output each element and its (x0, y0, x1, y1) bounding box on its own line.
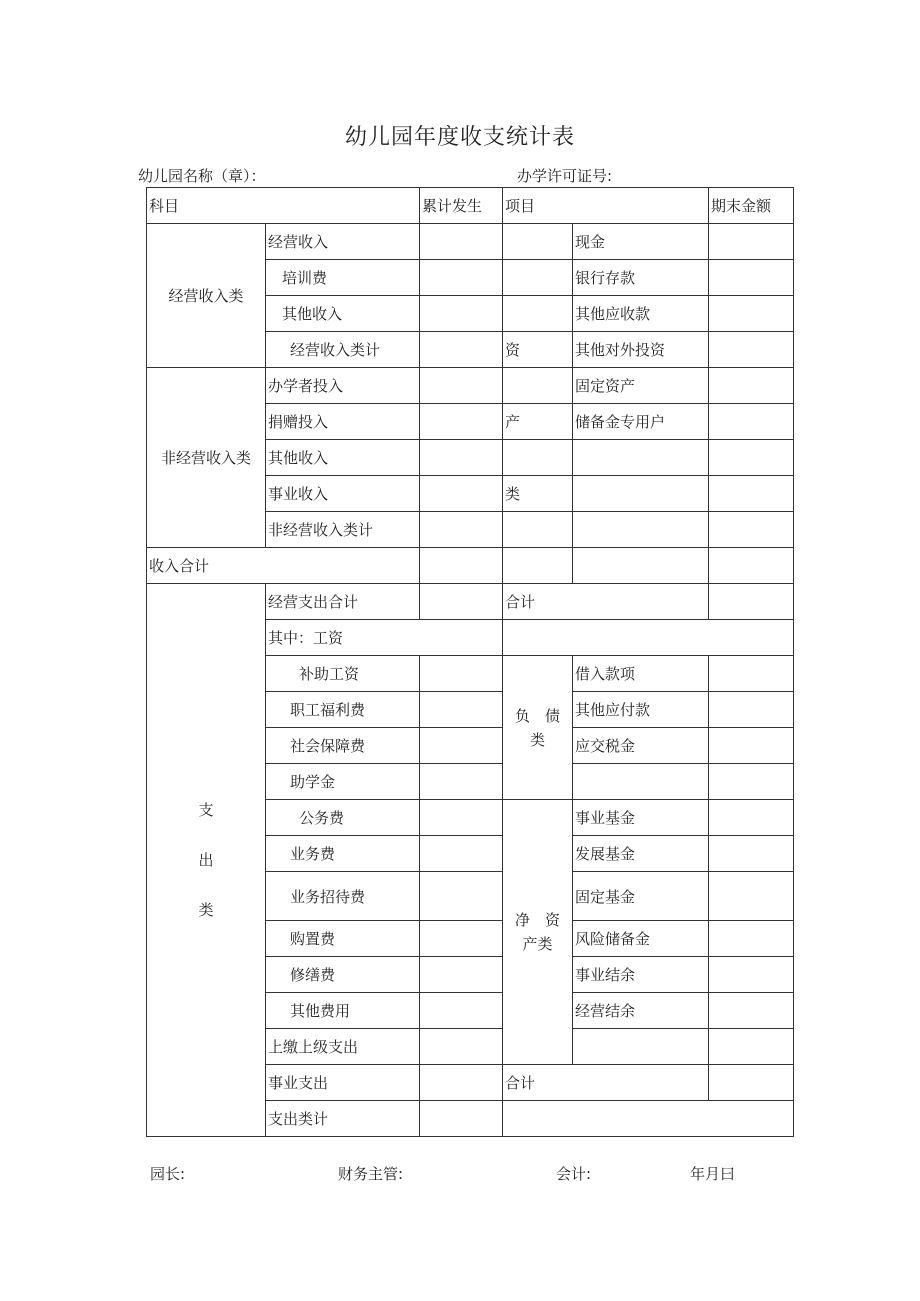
ending-amount-cell[interactable] (709, 404, 794, 440)
salary-label: 其中：工资 (266, 620, 503, 656)
asset-group-char: 类 (503, 476, 573, 512)
other-income-label: 其他收入 (266, 296, 420, 332)
business-expense-label: 业务费 (266, 836, 420, 872)
table-row (147, 584, 794, 620)
asset-total-label: 合计 (503, 584, 709, 620)
ending-amount-cell[interactable] (709, 368, 794, 404)
cumulative-cell[interactable] (420, 993, 503, 1029)
date-label: 年月曰 (690, 1165, 736, 1183)
non-operating-income-category: 非经营收入类 (147, 368, 266, 548)
cumulative-cell[interactable] (420, 764, 503, 800)
expense-char: 类 (198, 901, 214, 919)
item-cell (573, 512, 709, 548)
operating-income-label: 经营收入 (266, 224, 420, 260)
asset-group-char: 资 (503, 332, 573, 368)
subject-header: 科目 (147, 188, 420, 224)
liabilities-group-line: 类 (530, 730, 546, 749)
tax-payable-label: 应交税金 (573, 728, 709, 764)
operating-surplus-label: 经营结余 (573, 993, 709, 1029)
risk-reserve-label: 风险储备金 (573, 921, 709, 957)
career-expense-label: 事业支出 (266, 1065, 420, 1101)
expense-char: 出 (198, 851, 214, 869)
ending-amount-cell[interactable] (709, 1065, 794, 1101)
cumulative-cell[interactable] (420, 512, 503, 548)
cumulative-cell[interactable] (420, 656, 503, 692)
expense-subtotal-label: 支出类计 (266, 1101, 420, 1137)
social-security-label: 社会保障费 (266, 728, 420, 764)
non-operating-other-income-label: 其他收入 (266, 440, 420, 476)
blank-cell (503, 1101, 794, 1137)
income-total-label: 收入合计 (147, 548, 420, 584)
welfare-label: 职工福利费 (266, 692, 420, 728)
cumulative-cell[interactable] (420, 728, 503, 764)
cumulative-cell[interactable] (420, 224, 503, 260)
cumulative-cell[interactable] (420, 872, 503, 921)
cumulative-cell[interactable] (420, 476, 503, 512)
career-fund-label: 事业基金 (573, 800, 709, 836)
ending-amount-cell[interactable] (709, 332, 794, 368)
cash-label: 现金 (573, 224, 709, 260)
net-assets-group-line: 净 资 (515, 911, 561, 929)
donation-label: 捐赠投入 (266, 404, 420, 440)
ending-amount-cell[interactable] (709, 836, 794, 872)
cumulative-cell[interactable] (420, 1029, 503, 1065)
scholarship-label: 助学金 (266, 764, 420, 800)
asset-group-cell (503, 260, 573, 296)
other-receivable-label: 其他应收款 (573, 296, 709, 332)
repair-expense-label: 修缮费 (266, 957, 420, 993)
cumulative-header: 累计发生 (420, 188, 503, 224)
other-payable-label: 其他应付款 (573, 692, 709, 728)
other-expense-label: 其他费用 (266, 993, 420, 1029)
ending-amount-cell[interactable] (709, 440, 794, 476)
ending-amount-cell[interactable] (709, 548, 794, 584)
cumulative-cell[interactable] (420, 368, 503, 404)
liabilities-group-line: 负 债 (515, 706, 561, 725)
net-assets-group (503, 800, 573, 1065)
kindergarten-name-label: 幼儿园名称（章）： (138, 167, 266, 185)
business-income-label: 事业收入 (266, 476, 420, 512)
office-expense-label: 公务费 (266, 800, 420, 836)
finance-head-signature-label: 财务主管: (338, 1165, 404, 1183)
asset-group-cell (503, 368, 573, 404)
ending-amount-cell[interactable] (709, 800, 794, 836)
expense-category (147, 584, 266, 1137)
table-row (147, 368, 794, 404)
ending-amount-cell[interactable] (709, 296, 794, 332)
ending-amount-cell[interactable] (709, 584, 794, 620)
cumulative-cell[interactable] (420, 692, 503, 728)
net-assets-group-line: 产类 (522, 935, 553, 953)
item-cell (573, 476, 709, 512)
item-cell (573, 764, 709, 800)
fixed-assets-label: 固定资产 (573, 368, 709, 404)
page-title: 幼儿园年度收支统计表 (344, 125, 575, 150)
asset-group-cell (503, 548, 573, 584)
ending-amount-cell[interactable] (709, 512, 794, 548)
table-header-row (147, 188, 794, 224)
purchase-expense-label: 购置费 (266, 921, 420, 957)
cumulative-cell[interactable] (420, 836, 503, 872)
ending-amount-cell[interactable] (709, 764, 794, 800)
table-row (147, 548, 794, 584)
development-fund-label: 发展基金 (573, 836, 709, 872)
table-row (147, 224, 794, 260)
ending-amount-cell[interactable] (709, 921, 794, 957)
ending-amount-cell[interactable] (709, 260, 794, 296)
item-header: 项目 (503, 188, 709, 224)
non-operating-subtotal-label: 非经营收入类计 (266, 512, 420, 548)
cumulative-cell[interactable] (420, 800, 503, 836)
cumulative-cell[interactable] (420, 584, 503, 620)
operating-subtotal-label: 经营收入类计 (266, 332, 420, 368)
cumulative-cell[interactable] (420, 1101, 503, 1137)
statistics-table (146, 187, 794, 1137)
item-cell (573, 548, 709, 584)
cumulative-cell[interactable] (420, 296, 503, 332)
career-surplus-label: 事业结余 (573, 957, 709, 993)
bank-deposit-label: 银行存款 (573, 260, 709, 296)
liabilities-group (503, 656, 573, 800)
item-cell (573, 1029, 709, 1065)
borrowings-label: 借入款项 (573, 656, 709, 692)
ending-amount-cell[interactable] (709, 872, 794, 921)
asset-group-char: 产 (503, 404, 573, 440)
ending-amount-cell[interactable] (709, 224, 794, 260)
ending-amount-cell[interactable] (709, 1029, 794, 1065)
ending-amount-cell[interactable] (709, 728, 794, 764)
operating-expense-total-label: 经营支出合计 (266, 584, 420, 620)
cumulative-cell[interactable] (420, 404, 503, 440)
ending-amount-cell[interactable] (709, 692, 794, 728)
asset-group-cell (503, 224, 573, 260)
founder-investment-label: 办学者投入 (266, 368, 420, 404)
ending-amount-header: 期末金额 (709, 188, 794, 224)
item-cell (573, 440, 709, 476)
training-fee-label: 培训费 (266, 260, 420, 296)
license-number-label: 办学许可证号: (517, 167, 613, 185)
cumulative-cell[interactable] (420, 260, 503, 296)
expense-char: 支 (198, 801, 214, 819)
ending-amount-cell[interactable] (709, 476, 794, 512)
asset-group-cell (503, 440, 573, 476)
entertainment-expense-label: 业务招待费 (266, 872, 420, 921)
operating-income-category: 经营收入类 (147, 224, 266, 368)
cumulative-cell[interactable] (420, 957, 503, 993)
cumulative-cell[interactable] (420, 332, 503, 368)
reserve-account-label: 储备金专用户 (573, 404, 709, 440)
ending-amount-cell[interactable] (709, 993, 794, 1029)
ending-amount-cell[interactable] (709, 957, 794, 993)
asset-group-cell (503, 296, 573, 332)
blank-cell (503, 620, 794, 656)
principal-signature-label: 园长: (150, 1165, 186, 1183)
net-assets-total-label: 合计 (503, 1065, 709, 1101)
cumulative-cell[interactable] (420, 921, 503, 957)
cumulative-cell[interactable] (420, 1065, 503, 1101)
external-investment-label: 其他对外投资 (573, 332, 709, 368)
remit-superior-label: 上缴上级支出 (266, 1029, 420, 1065)
fixed-fund-label: 固定基金 (573, 872, 709, 921)
cumulative-cell[interactable] (420, 440, 503, 476)
asset-group-cell (503, 512, 573, 548)
cumulative-cell[interactable] (420, 548, 503, 584)
accountant-signature-label: 会计: (556, 1165, 592, 1183)
subsidy-salary-label: 补助工资 (266, 656, 420, 692)
ending-amount-cell[interactable] (709, 656, 794, 692)
